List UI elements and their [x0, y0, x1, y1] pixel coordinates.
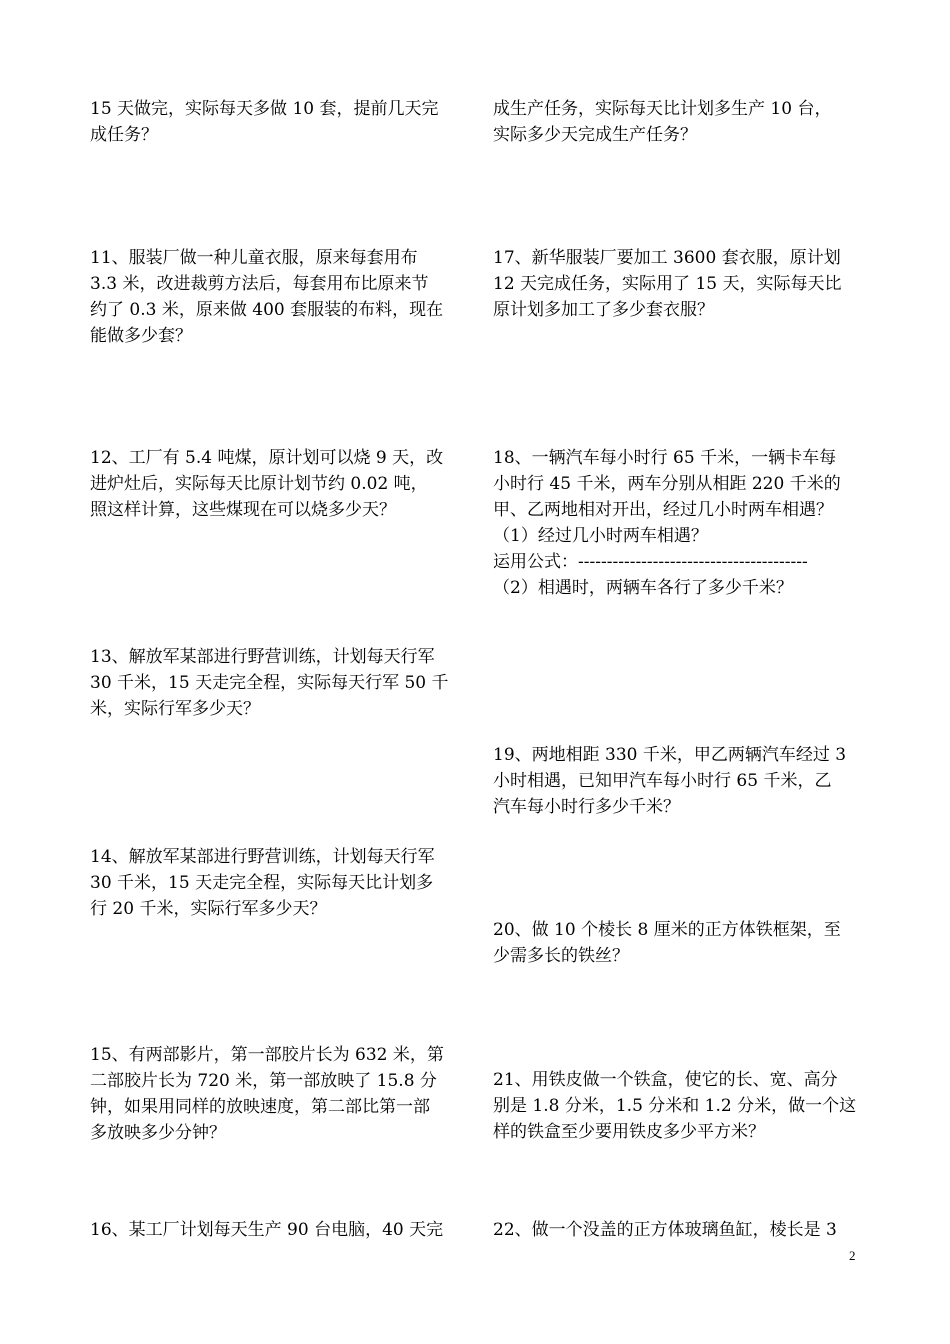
text-line: 11、服装厂做一种儿童衣服，原来每套用布 — [90, 248, 418, 268]
text-line: 甲、乙两地相对开出，经过几小时两车相遇？ — [493, 500, 833, 520]
text-line: 照这样计算，这些煤现在可以烧多少天？ — [90, 500, 396, 520]
problem-21 — [493, 1067, 865, 1145]
text-line: 19、两地相距 330 千米，甲乙两辆汽车经过 3 — [493, 745, 847, 765]
text-line: 原计划多加工了多少套衣服？ — [493, 300, 714, 320]
text-line: 15 天做完，实际每天多做 10 套，提前几天完 — [90, 99, 439, 119]
text-line: 30 千米，15 天走完全程，实际每天行军 50 千 — [90, 673, 449, 693]
text-line: 能做多少套？ — [90, 326, 192, 346]
text-line: 进炉灶后，实际每天比原计划节约 0.02 吨， — [90, 474, 428, 494]
problem-16-continued — [493, 96, 865, 148]
text-line: 20、做 10 个棱长 8 厘米的正方体铁框架，至 — [493, 920, 841, 940]
text-line: 少需多长的铁丝？ — [493, 946, 629, 966]
sub-question-2: （2）相遇时，两辆车各行了多少千米？ — [493, 578, 793, 598]
problem-20 — [493, 917, 865, 969]
text-line: 17、新华服装厂要加工 3600 套衣服，原计划 — [493, 248, 841, 268]
problem-13 — [90, 644, 462, 722]
text-line: 18、一辆汽车每小时行 65 千米，一辆卡车每 — [493, 448, 837, 468]
text-line: 12 天完成任务，实际用了 15 天，实际每天比 — [493, 274, 842, 294]
text-line: 14、解放军某部进行野营训练，计划每天行军 — [90, 847, 435, 867]
text-line: 16、某工厂计划每天生产 90 台电脑，40 天完 — [90, 1220, 444, 1240]
page-number: 2 — [849, 1248, 856, 1263]
problem-17 — [493, 245, 865, 323]
text-line: 米，实际行军多少天？ — [90, 699, 260, 719]
text-line: 小时相遇，已知甲汽车每小时行 65 千米，乙 — [493, 771, 832, 791]
text-line: 多放映多少分钟？ — [90, 1123, 226, 1143]
problem-18 — [493, 445, 865, 601]
problem-19 — [493, 742, 865, 820]
text-line: 13、解放军某部进行野营训练，计划每天行军 — [90, 647, 435, 667]
text-line: 约了 0.3 米，原来做 400 套服装的布料，现在 — [90, 300, 444, 320]
text-line: 30 千米，15 天走完全程，实际每天比计划多 — [90, 873, 434, 893]
problem-10-continued — [90, 96, 462, 148]
problem-22 — [493, 1217, 865, 1243]
problem-14 — [90, 844, 462, 922]
text-line: 小时行 45 千米，两车分别从相距 220 千米的 — [493, 474, 841, 494]
text-line: 12、工厂有 5.4 吨煤，原计划可以烧 9 天，改 — [90, 448, 444, 468]
text-line: 别是 1.8 分米，1.5 分米和 1.2 分米，做一个这 — [493, 1096, 857, 1116]
sub-question-1: （1）经过几小时两车相遇？ — [493, 526, 708, 546]
text-line: 15、有两部影片，第一部胶片长为 632 米，第 — [90, 1045, 444, 1065]
problem-11 — [90, 245, 462, 349]
text-line: 样的铁盒至少要用铁皮多少平方米？ — [493, 1122, 765, 1142]
text-line: 实际多少天完成生产任务？ — [493, 125, 697, 145]
text-line: 二部胶片长为 720 米，第一部放映了 15.8 分 — [90, 1071, 437, 1091]
problem-12 — [90, 445, 462, 523]
text-line: 成任务？ — [90, 125, 158, 145]
problem-16 — [90, 1217, 462, 1243]
text-line: 3.3 米，改进裁剪方法后，每套用布比原来节 — [90, 274, 429, 294]
text-line: 钟，如果用同样的放映速度，第二部比第一部 — [90, 1097, 430, 1117]
text-line: 行 20 千米，实际行军多少天？ — [90, 899, 327, 919]
problem-15 — [90, 1042, 462, 1146]
text-line: 汽车每小时行多少千米？ — [493, 797, 680, 817]
text-line: 成生产任务，实际每天比计划多生产 10 台， — [493, 99, 832, 119]
text-line: 21、用铁皮做一个铁盒，使它的长、宽、高分 — [493, 1070, 838, 1090]
text-line: 22、做一个没盖的正方体玻璃鱼缸，棱长是 3 — [493, 1220, 837, 1240]
formula-blank: 运用公式：---------------------------------------- — [493, 552, 808, 572]
